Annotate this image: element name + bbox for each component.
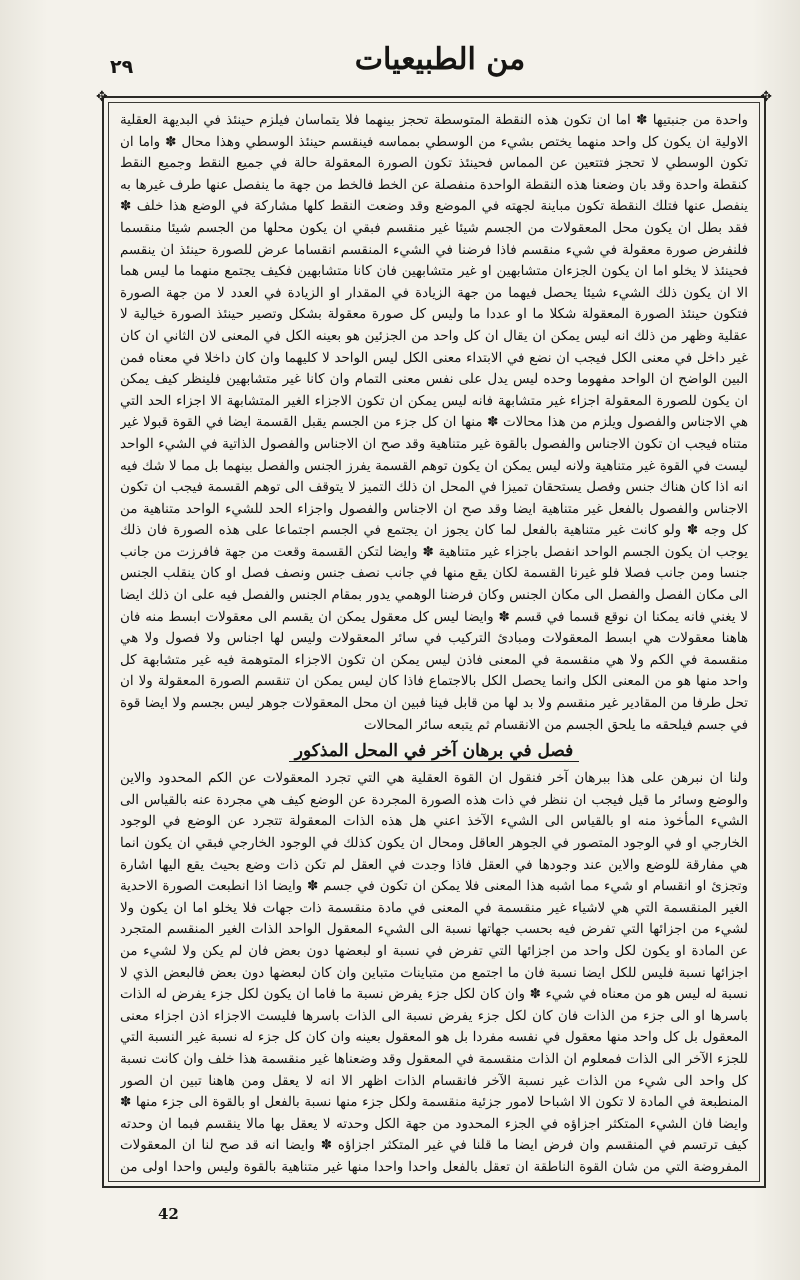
paragraph: واحدة من جنبتيها ✽ اما ان تكون هذه النقطة المتوسطة تحجز بينهما فلا يتماسان فيلزم حينئذ في البديهة العقلية الاولية ان يكون كل واحد منهما يختص بشيء من الوسطي بمماسه فينقسم حينئذ الوسطي وهذا محال ✽ واما ان تكون الوسطي لا تحجز فتتعين عن المماس فحينئذ تكون الصورة المعقولة حالة في جميع النقط وجميع النقط كنقطة واحدة وقد بان وضعنا هذه النقطة الواحدة منفصلة عن الخط فالخط من جهة ما ينفصل عنها طرف غيرها به ينفصل عنها فتلك النقطة تكون مباينة لجهته في الموضع وقد وضعت النقط كلها مشاركة في الوضع هذا خلف ✽ فقد بطل ان يكون محل المعقولات من الجسم شيئا غير منقسم فبقي ان يكون محلها من الجسم شيئا منقسما فلنفرض صورة معقولة في شيء منقسم فاذا فرضنا في الشيء المنقسم انقساما عرض للصورة حينئذ ان ينقسم فحينئذ لا يخلو اما ان يكون الجزءان متشابهين او غير متشابهين فان كانا متشابهين فكيف يجتمع منهما ما ليس هما الا ان يكون ذلك الشيء شيئا يحصل فيهما من جهة الزيادة في المقدار او الزيادة في العدد لا من جهة الصورة فتكون حينئذ الصورة المعقولة شكلا ما او عددا ما وليس كل صورة معقولة بشكل وتصير حينئذ الصورة خيالية لا عقلية وظهر من ذلك انه ليس يمكن ان يقال ان كل واحد من الجزئين هو بعينه الكل في المعنى لان الثاني ان كان غير داخل في معنى الكل فيجب ان نضع في الابتداء معنى الكل ليس الواحد لا كليهما وان كان داخلا في معناه فمن البين الواضح ان الواحد مفهوما وحده ليس يدل على نفس معنى التمام وان كانا غير متشابهين فلينظر كيف يمكن ان يكون للصورة المعقولة اجزاء غير متشابهة فانه ليس يمكن ان تكون الاجزاء الغير المتشابهة الا اجزاء الحد التي هي الاجناس والفصول ويلزم من هذا محالات ✽ منها ان كل جزء من الجسم يقبل القسمة ايضا في القوة قبولا غير متناه فيجب ان تكون الاجناس والفصول بالقوة غير متناهية وقد صح ان الاجناس والفصول الذاتية في الشيء الواحد ليست في القوة غير متناهية ولانه ليس يمكن ان يكون توهم القسمة يفرز الجنس والفصل بينهما بل مما لا شك فيه انه اذا كان هناك جنس وفصل يستحقان تميزا في المحل ان ذلك التميز لا يتوقف الى توهم القسمة فيجب ان تكون الاجناس والفصول بالفعل غير متناهية ايضا وقد صح ان الاجناس والفصول واجزاء الحد للشيء الواحد متناهية من كل وجه ✽ ولو كانت غير متناهية بالفعل لما كان يجوز ان يجتمع في الجسم اجتماعا على هذه الصورة فان ذلك يوجب ان يكون الجسم الواحد انفصل باجزاء غير متناهية ✽ وايضا لتكن القسمة وقعت من جهة فافرزت من جانب جنسا ومن جانب فصلا فلو غيرنا القسمة لكان يقع منها في جانب نصف جنس ونصف فصل او كان ينقلب الجنس الى مكان الفصل والفصل الى مكان الجنس وكان فرضنا الوهمي يدور بمقام الجنس والفصل فيه على ان ذلك ايضا لا يغني فانه يمكنا ان نوقع قسما في قسم ✽ وايضا ليس كل معقول يمكن ان يقسم الى معقولات ابسط منه فان هاهنا معقولات هي ابسط المعقولات ومبادئ التركيب في سائر المعقولات وليس لها اجناس ولا فصول ولا هي منقسمة في الكم ولا هي منقسمة في المعنى فاذن ليس يمكن ان تكون الاجزاء المتوهمة فيه غير متشابهة كل واحد منها هو من المعنى الكل وانما يحصل الكل بالاجتماع فاذا كان ليس يمكن ان تنقسم الصورة المعقولة ولا ان تحل طرفا من المقادير غير منقسم ولا بد لها من قابل فينا فبين ان محل المعقولات جوهر ليس بجسم ولا ايضا قوة في جسم فيلحقه ما يلحق الجسم من الانقسام ثم يتبعه سائر المحالات <box>120 113 748 733</box>
corner-ornament-icon: ✥ <box>96 89 108 105</box>
footer-page-number: 42 <box>158 1205 179 1223</box>
text-frame <box>96 89 772 1188</box>
corner-ornament-icon: ✥ <box>760 89 772 105</box>
header-page-number: ٢٩ <box>110 56 134 78</box>
page-header <box>110 42 760 92</box>
section-heading <box>120 738 748 764</box>
section-heading-text: فصل في برهان آخر في المحل المذكور <box>289 741 580 762</box>
paragraph: ولنا ان نبرهن على هذا ببرهان آخر فنقول ان القوة العقلية هي التي تجرد المعقولات عن الكم المحدود والاين والوضع وسائر ما قيل فيجب ان ننظر في ذات هذه الصورة المجردة عن الوضع كيف هي مجردة عنه بالقياس الى الشيء المأخوذ منه او بالقياس الى الشيء الآخذ اعني هل هذه الذات المعقولة تتجرد عن الوضع في الوجود الخارجي او في الوجود المتصور في الجوهر العاقل ومحال ان يكون كذلك في الوجود الخارجي فبقي ان يكون انما هي مفارقة للوضع والاين عند وجودها في العقل فاذا وجدت في العقل لم تكن ذات وضع بحيث يقع اليها اشارة وتجزئ او انقسام او شيء مما اشبه هذا المعنى فلا يمكن ان تكون في جسم ✽ وايضا اذا انطبعت الصورة الاحدية الغير المنقسمة التي هي لاشياء غير منقسمة في المعنى في مادة منقسمة ذات جهات فلا يخلو اما ان يكون ولا لشيء من اجزائها التي تفرض فيه بحسب جهاتها نسبة الى الشيء المعقول الواحد الذات الغير المنقسم المتجرد عن المادة او يكون لكل واحد من اجزائها التي تفرض في نسبة او لبعضها دون بعض فان لم يكن ولا لشيء من اجزائها نسبة فليس للكل ايضا نسبة فان ما اجتمع من متباينات متباين وان كان لبعضها دون بعض فالبعض الذي لا نسبة له ليس هو من معناه في شيء ✽ وان كان لكل جزء يفرض نسبة ما فاما ان يكون لكل جزء يفرض له الذات باسرها او الى جزء من الذات فان كان لكل جزء يفرض نسبة الى الذات باسرها فليست الاجزاء اذن اجزاء معنى المعقول بل كل واحد منها معقول في نفسه مفردا بل هو المعقول بعينه وان كان كل جزء له نسبة غير النسبة التي للجزء الآخر الى الذات فمعلوم ان الذات منقسمة في المعقول وقد وضعناها غير منقسمة هذا خلف وان كانت نسبة كل واحد الى شيء من الذات غير نسبة الآخر فانقسام الذات اظهر الا انه لا يعقل ومن هاهنا تبين ان الصور المنطبعة في المادة لا تكون الا اشباحا لامور جزئية منقسمة ولكل جزء منها نسبة بالفعل او بالقوة الى جزء منها ✽ وايضا فان الشيء المتكثر اجزاؤه في الجزء المحدود من جهة الكل وحدته لا يعقل بها مالا ينقسم فبما ان وحدته كيف ترتسم في المنقسم وان فرض ايضا ما قلنا في غير المتكثر اجزاؤه ✽ وايضا انه قد صح لنا ان المعقولات المفروضة التي من شان القوة الناطقة ان تعقل بالفعل واحدا واحدا منها غير متناهية بالقوة وليس واحدا اولى من <box>120 771 748 1175</box>
running-title: من الطبيعيات <box>354 42 526 77</box>
main-text <box>120 110 748 1176</box>
